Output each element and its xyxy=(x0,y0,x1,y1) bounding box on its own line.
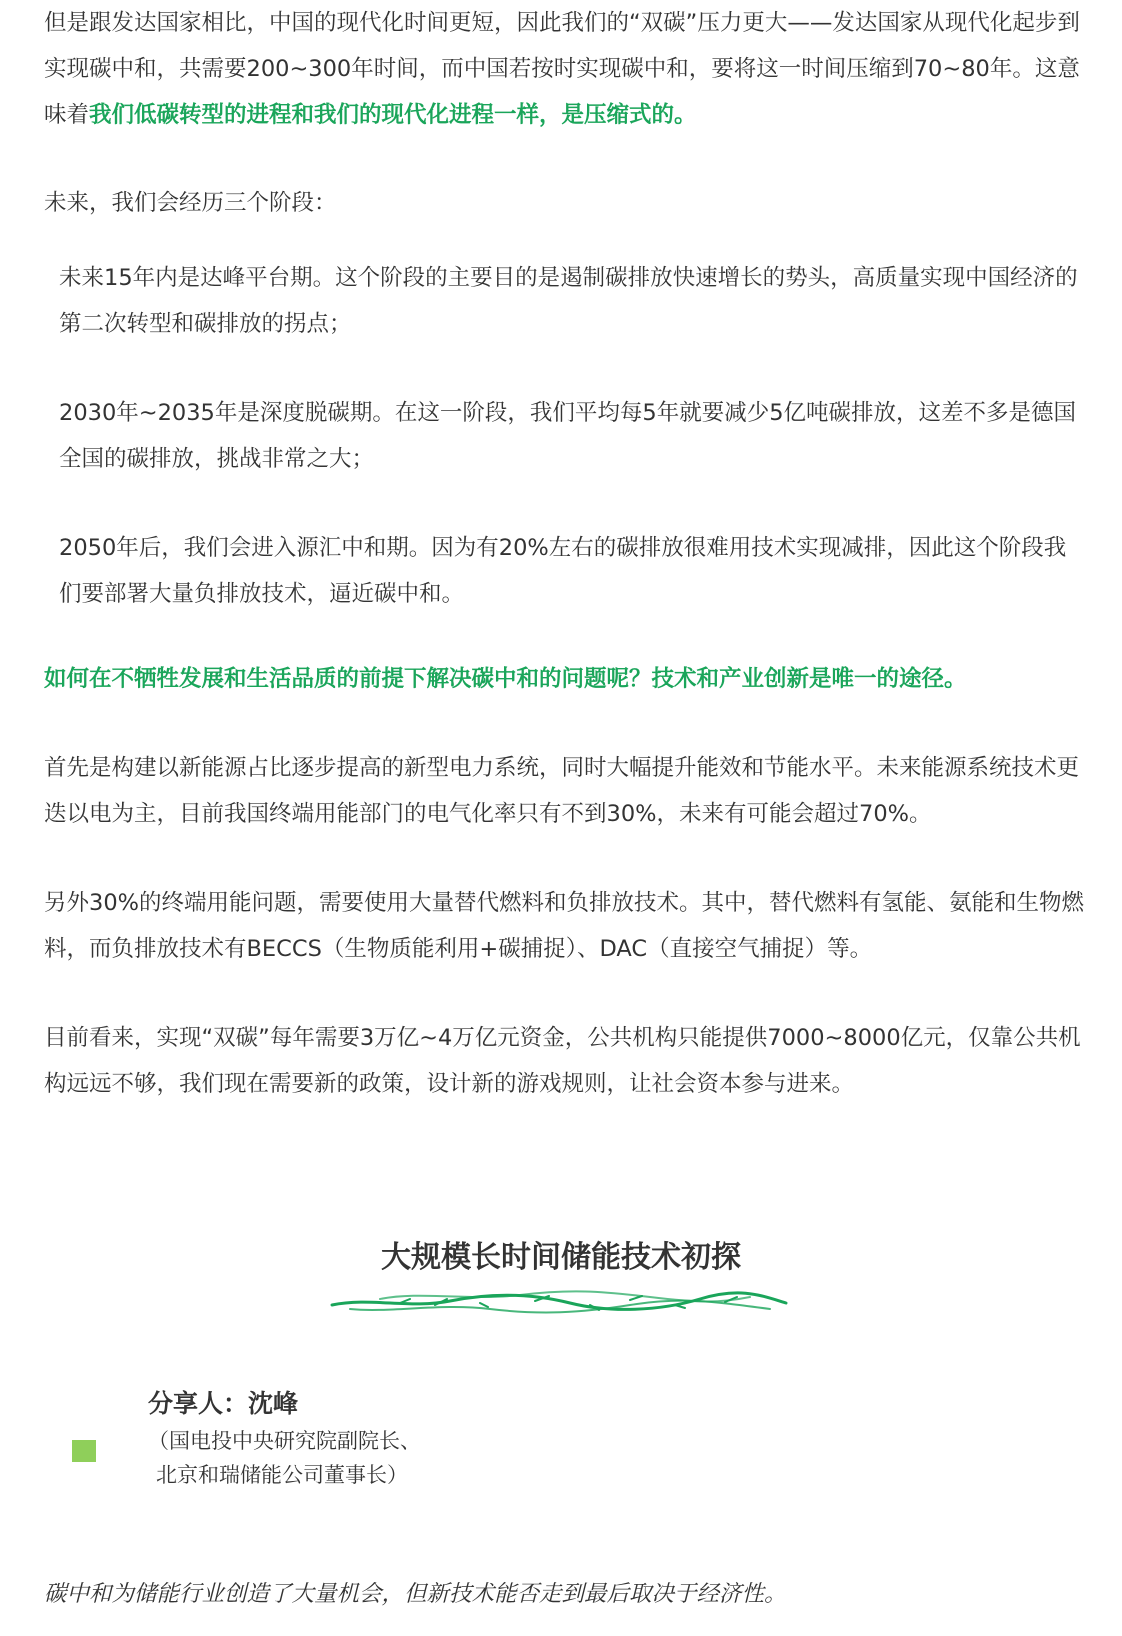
stage-peak-plateau: 未来15年内是达峰平台期。这个阶段的主要目的是遏制碳排放快速增长的势头，高质量实现中国经济的第二次转型和碳排放的拐点； xyxy=(59,265,1078,337)
highlighted-question: 如何在不牺牲发展和生活品质的前提下解决碳中和的问题呢？技术和产业创新是唯一的途径。 xyxy=(44,666,967,692)
paragraph-text: 但是跟发达国家相比，中国的现代化时间更短，因此我们的“双碳”压力更大——发达国家从现代化起步到实现碳中和，共需要200~300年时间，而中国若按时实现碳中和，要将这一时间压缩到70~80年。这意味着 xyxy=(44,10,1080,128)
paragraph-power-system: 首先是构建以新能源占比逐步提高的新型电力系统，同时大幅提升能效和节能水平。未来能源系统技术更迭以电为主，目前我国终端用能部门的电气化率只有不到30%，未来有可能会超过70%。 xyxy=(44,755,1080,827)
speaker-affiliation-line: （国电投中央研究院副院长、 xyxy=(148,1429,421,1453)
stage-source-sink-neutrality: 2050年后，我们会进入源汇中和期。因为有20%左右的碳排放很难用技术实现减排，因此这个阶段我们要部署大量负排放技术，逼近碳中和。 xyxy=(59,535,1067,607)
paragraph-alternative-fuels: 另外30%的终端用能问题，需要使用大量替代燃料和负排放技术。其中，替代燃料有氢能、氨能和生物燃料，而负排放技术有BECCS（生物质能利用+碳捕捉）、DAC（直接空气捕捉）等。 xyxy=(44,890,1085,962)
closing-statement: 碳中和为储能行业创造了大量机会，但新技术能否走到最后取决于经济性。 xyxy=(44,1581,787,1607)
paragraph-compressed-transition xyxy=(44,0,1089,138)
paragraph-three-stages-intro: 未来，我们会经历三个阶段： xyxy=(44,190,337,216)
section-title: 大规模长时间储能技术初探 xyxy=(381,1240,741,1275)
paragraph-funding: 目前看来，实现“双碳”每年需要3万亿~4万亿元资金，公共机构只能提供7000~8000亿元，仅靠公共机构远远不够，我们现在需要新的政策，设计新的游戏规则，让社会资本参与进来。 xyxy=(44,1025,1081,1097)
speaker-affiliation xyxy=(148,1424,648,1492)
highlighted-statement: 我们低碳转型的进程和我们的现代化进程一样，是压缩式的。 xyxy=(89,102,697,128)
speaker-name: 分享人：沈峰 xyxy=(148,1389,299,1418)
brush-stroke-decoration xyxy=(330,1283,790,1317)
stage-deep-decarbonization: 2030年~2035年是深度脱碳期。在这一阶段，我们平均每5年就要减少5亿吨碳排放，这差不多是德国全国的碳排放，挑战非常之大； xyxy=(59,400,1077,472)
speaker-affiliation-line: 北京和瑞储能公司董事长） xyxy=(156,1463,408,1487)
green-square-icon xyxy=(72,1440,96,1462)
